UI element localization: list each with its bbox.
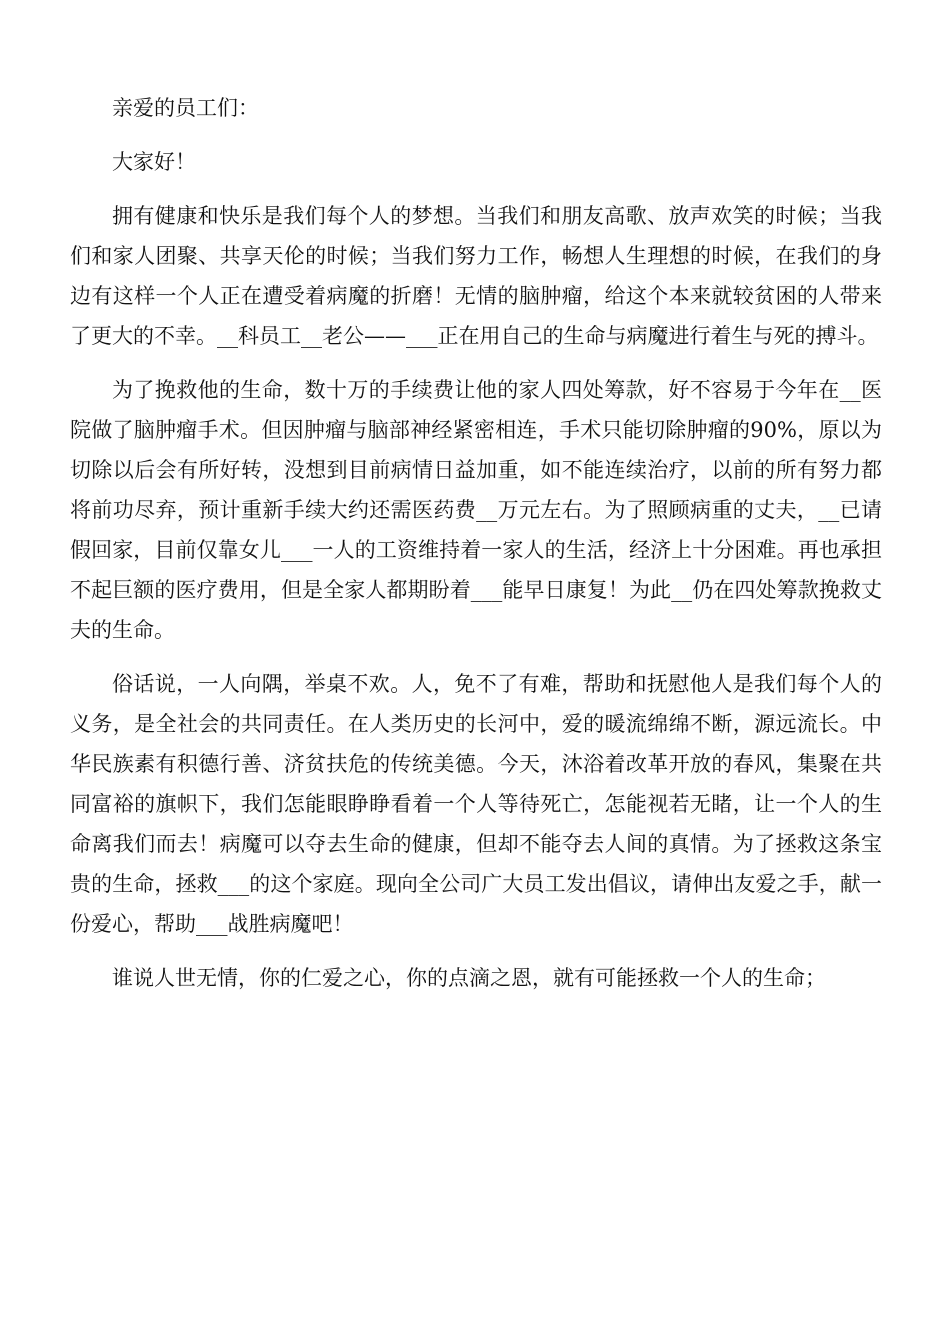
greeting: 大家好！ [112,150,196,174]
salutation: 亲爱的员工们： [112,96,259,120]
paragraph-4: 谁说人世无情，你的仁爱之心，你的点滴之恩，就有可能拯救一个人的生命； [112,966,826,990]
paragraph-1: 拥有健康和快乐是我们每个人的梦想。当我们和朋友高歌、放声欢笑的时候；当我们和家人团聚、共享天伦的时候；当我们努力工作，畅想人生理想的时候，在我们的身边有这样一个人正在遭受着病魔的折磨！无情的脑肿瘤，给这个本来就较贫困的人带来了更大的不幸。__科员工__老公——___正在用自己的生命与病魔进行着生与死的搏斗。 [70,204,882,348]
paragraph-3: 俗话说，一人向隅，举桌不欢。人，免不了有难，帮助和抚慰他人是我们每个人的义务，是全社会的共同责任。在人类历史的长河中，爱的暖流绵绵不断，源远流长。中华民族素有积德行善、济贫扶危的传统美德。今天，沐浴着改革开放的春风，集聚在共同富裕的旗帜下，我们怎能眼睁睁看着一个人等待死亡，怎能视若无睹，让一个人的生命离我们而去！病魔可以夺去生命的健康，但却不能夺去人间的真情。为了拯救这条宝贵的生命，拯救___的这个家庭。现向全公司广大员工发出倡议，请伸出友爱之手，献一份爱心，帮助___战胜病魔吧！ [70,672,882,936]
paragraph-2: 为了挽救他的生命，数十万的手续费让他的家人四处筹款，好不容易于今年在__医院做了脑肿瘤手术。但因肿瘤与脑部神经紧密相连，手术只能切除肿瘤的90%，原以为切除以后会有所好转，没想到目前病情日益加重，如不能连续治疗，以前的所有努力都将前功尽弃，预计重新手续大约还需医药费__万元左右。为了照顾病重的丈夫，__已请假回家，目前仅靠女儿___一人的工资维持着一家人的生活，经济上十分困难。再也承担不起巨额的医疗费用，但是全家人都期盼着___能早日康复！为此__仍在四处筹款挽救丈夫的生命。 [70,378,882,642]
document-page [70,88,882,1012]
